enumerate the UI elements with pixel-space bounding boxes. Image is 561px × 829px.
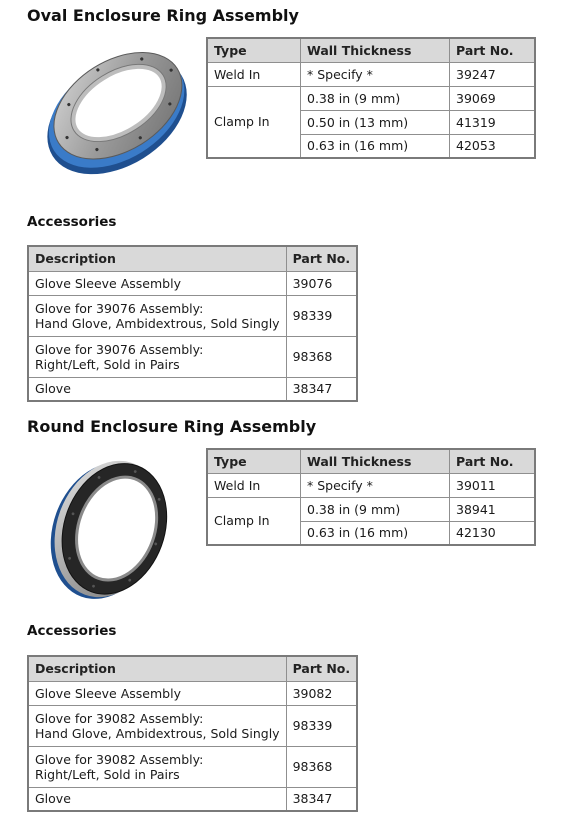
description-cell [28,705,286,746]
description-line: Glove [35,791,71,807]
table-row [28,377,357,401]
table-row [28,336,357,377]
part-cell: 39247 [450,62,536,86]
part-cell: 98368 [286,746,357,787]
table-row [207,497,535,521]
header-wall-thickness: Wall Thickness [301,38,450,62]
part-cell: 98368 [286,336,357,377]
wall-cell: 0.38 in (9 mm) [301,86,450,110]
round-section-title: Round Enclosure Ring Assembly [27,417,317,436]
type-cell: Weld In [207,62,301,86]
description-cell [28,377,286,401]
header-type: Type [207,38,301,62]
description-cell [28,787,286,811]
wall-cell: 0.63 in (16 mm) [301,521,450,545]
description-line: Glove Sleeve Assembly [35,685,181,701]
description-line: Glove for 39076 Assembly: [35,300,204,316]
wall-cell: * Specify * [301,62,450,86]
part-cell: 39076 [286,271,357,295]
description-line: Right/Left, Sold in Pairs [35,766,180,782]
wall-cell: 0.50 in (13 mm) [301,110,450,134]
header-description: Description [28,656,286,681]
wall-cell: 0.63 in (16 mm) [301,134,450,158]
header-part-no: Part No. [450,449,536,473]
description-cell [28,271,286,295]
table-row [28,787,357,811]
table-row [28,271,357,295]
part-cell: 39011 [450,473,536,497]
oval-ring-image [36,34,196,194]
part-cell: 98339 [286,295,357,336]
header-part-no: Part No. [286,246,357,271]
table-row [28,705,357,746]
description-cell [28,681,286,705]
description-line: Glove for 39082 Assembly: [35,710,204,726]
table-row [28,746,357,787]
header-part-no: Part No. [286,656,357,681]
oval-accessories-table [27,245,358,402]
description-line: Hand Glove, Ambidextrous, Sold Singly [35,315,280,331]
part-cell: 39082 [286,681,357,705]
round-spec-table [206,448,536,546]
part-cell: 38941 [450,497,536,521]
description-line: Glove for 39076 Assembly: [35,341,204,357]
header-wall-thickness: Wall Thickness [301,449,450,473]
table-row [207,86,535,110]
header-part-no: Part No. [450,38,536,62]
table-row [28,681,357,705]
type-cell: Weld In [207,473,301,497]
description-cell [28,295,286,336]
part-cell: 39069 [450,86,536,110]
part-cell: 41319 [450,110,536,134]
description-cell [28,746,286,787]
table-row [28,295,357,336]
part-cell: 38347 [286,787,357,811]
round-accessories-table [27,655,358,812]
type-cell: Clamp In [207,497,301,545]
description-line: Right/Left, Sold in Pairs [35,356,180,372]
oval-section-title: Oval Enclosure Ring Assembly [27,6,299,25]
description-line: Glove Sleeve Assembly [35,275,181,291]
description-cell [28,336,286,377]
header-type: Type [207,449,301,473]
round-accessories-title: Accessories [27,623,117,639]
description-line: Glove for 39082 Assembly: [35,751,204,767]
table-row [207,473,535,497]
header-description: Description [28,246,286,271]
table-row [207,62,535,86]
description-line: Hand Glove, Ambidextrous, Sold Singly [35,725,280,741]
oval-spec-table [206,37,536,159]
type-cell: Clamp In [207,86,301,158]
description-line: Glove [35,381,71,397]
part-cell: 38347 [286,377,357,401]
round-ring-image [44,452,174,607]
oval-accessories-title: Accessories [27,214,117,230]
part-cell: 42053 [450,134,536,158]
part-cell: 42130 [450,521,536,545]
wall-cell: * Specify * [301,473,450,497]
part-cell: 98339 [286,705,357,746]
wall-cell: 0.38 in (9 mm) [301,497,450,521]
